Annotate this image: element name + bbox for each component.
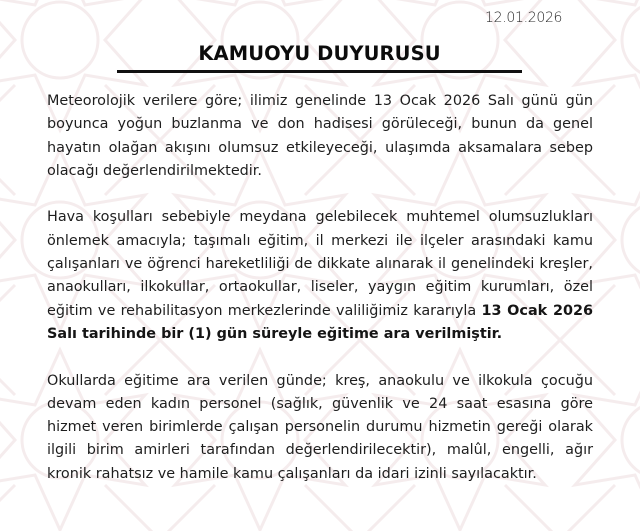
paragraph-school-closure xyxy=(47,206,593,346)
title-underline-divider xyxy=(117,70,522,73)
announcement-body xyxy=(47,90,593,509)
closure-context-text: Hava koşulları sebebiyle meydana gelebilecek muhtemel olumsuzlukları önlemek amacıyla; taşımalı eğitim, il merkezi ile ilçeler arasındaki kamu çalışanları ve öğrenci hareketliliği de dikkate alınarak il genelindeki kreşler, anaokulları, ilkokullar, ortaokullar, liseler, yaygın eğitim kurumları, özel eğitim ve rehabilitasyon merkezlerinde valiliğimiz kararıyla xyxy=(47,209,593,319)
paragraph-weather-forecast: Meteorolojik verilere göre; ilimiz genelinde 13 Ocak 2026 Salı günü gün boyunca yoğun buzlanma ve don hadisesi görüleceği, bunun da genel hayatın olağan akışını olumsuz etkileyeceği, ulaşımda aksamalara sebep olacağı değerlendirilmektedir. xyxy=(47,93,593,179)
announcement-title: KAMUOYU DUYURUSU xyxy=(198,42,441,65)
paragraph-administrative-leave: Okullarda eğitime ara verilen günde; kreş, anaokulu ve ilkokula çocuğu devam eden kadın personel (sağlık, güvenlik ve 24 saat esasına göre hizmet veren birimlerde çalışan personelin durumu hizmetin gereği olarak ilgili birim amirleri tarafından değerlendirilecektir), malûl, engelli, ağır kronik rahatsız ve hamile kamu çalışanları da idari izinli sayılacaktır. xyxy=(47,372,593,482)
announcement-date: 12.01.2026 xyxy=(485,10,563,26)
closure-decision-highlight: 13 Ocak 2026 Salı tarihinde bir (1) gün süreyle eğitime ara verilmiştir. xyxy=(47,302,593,342)
